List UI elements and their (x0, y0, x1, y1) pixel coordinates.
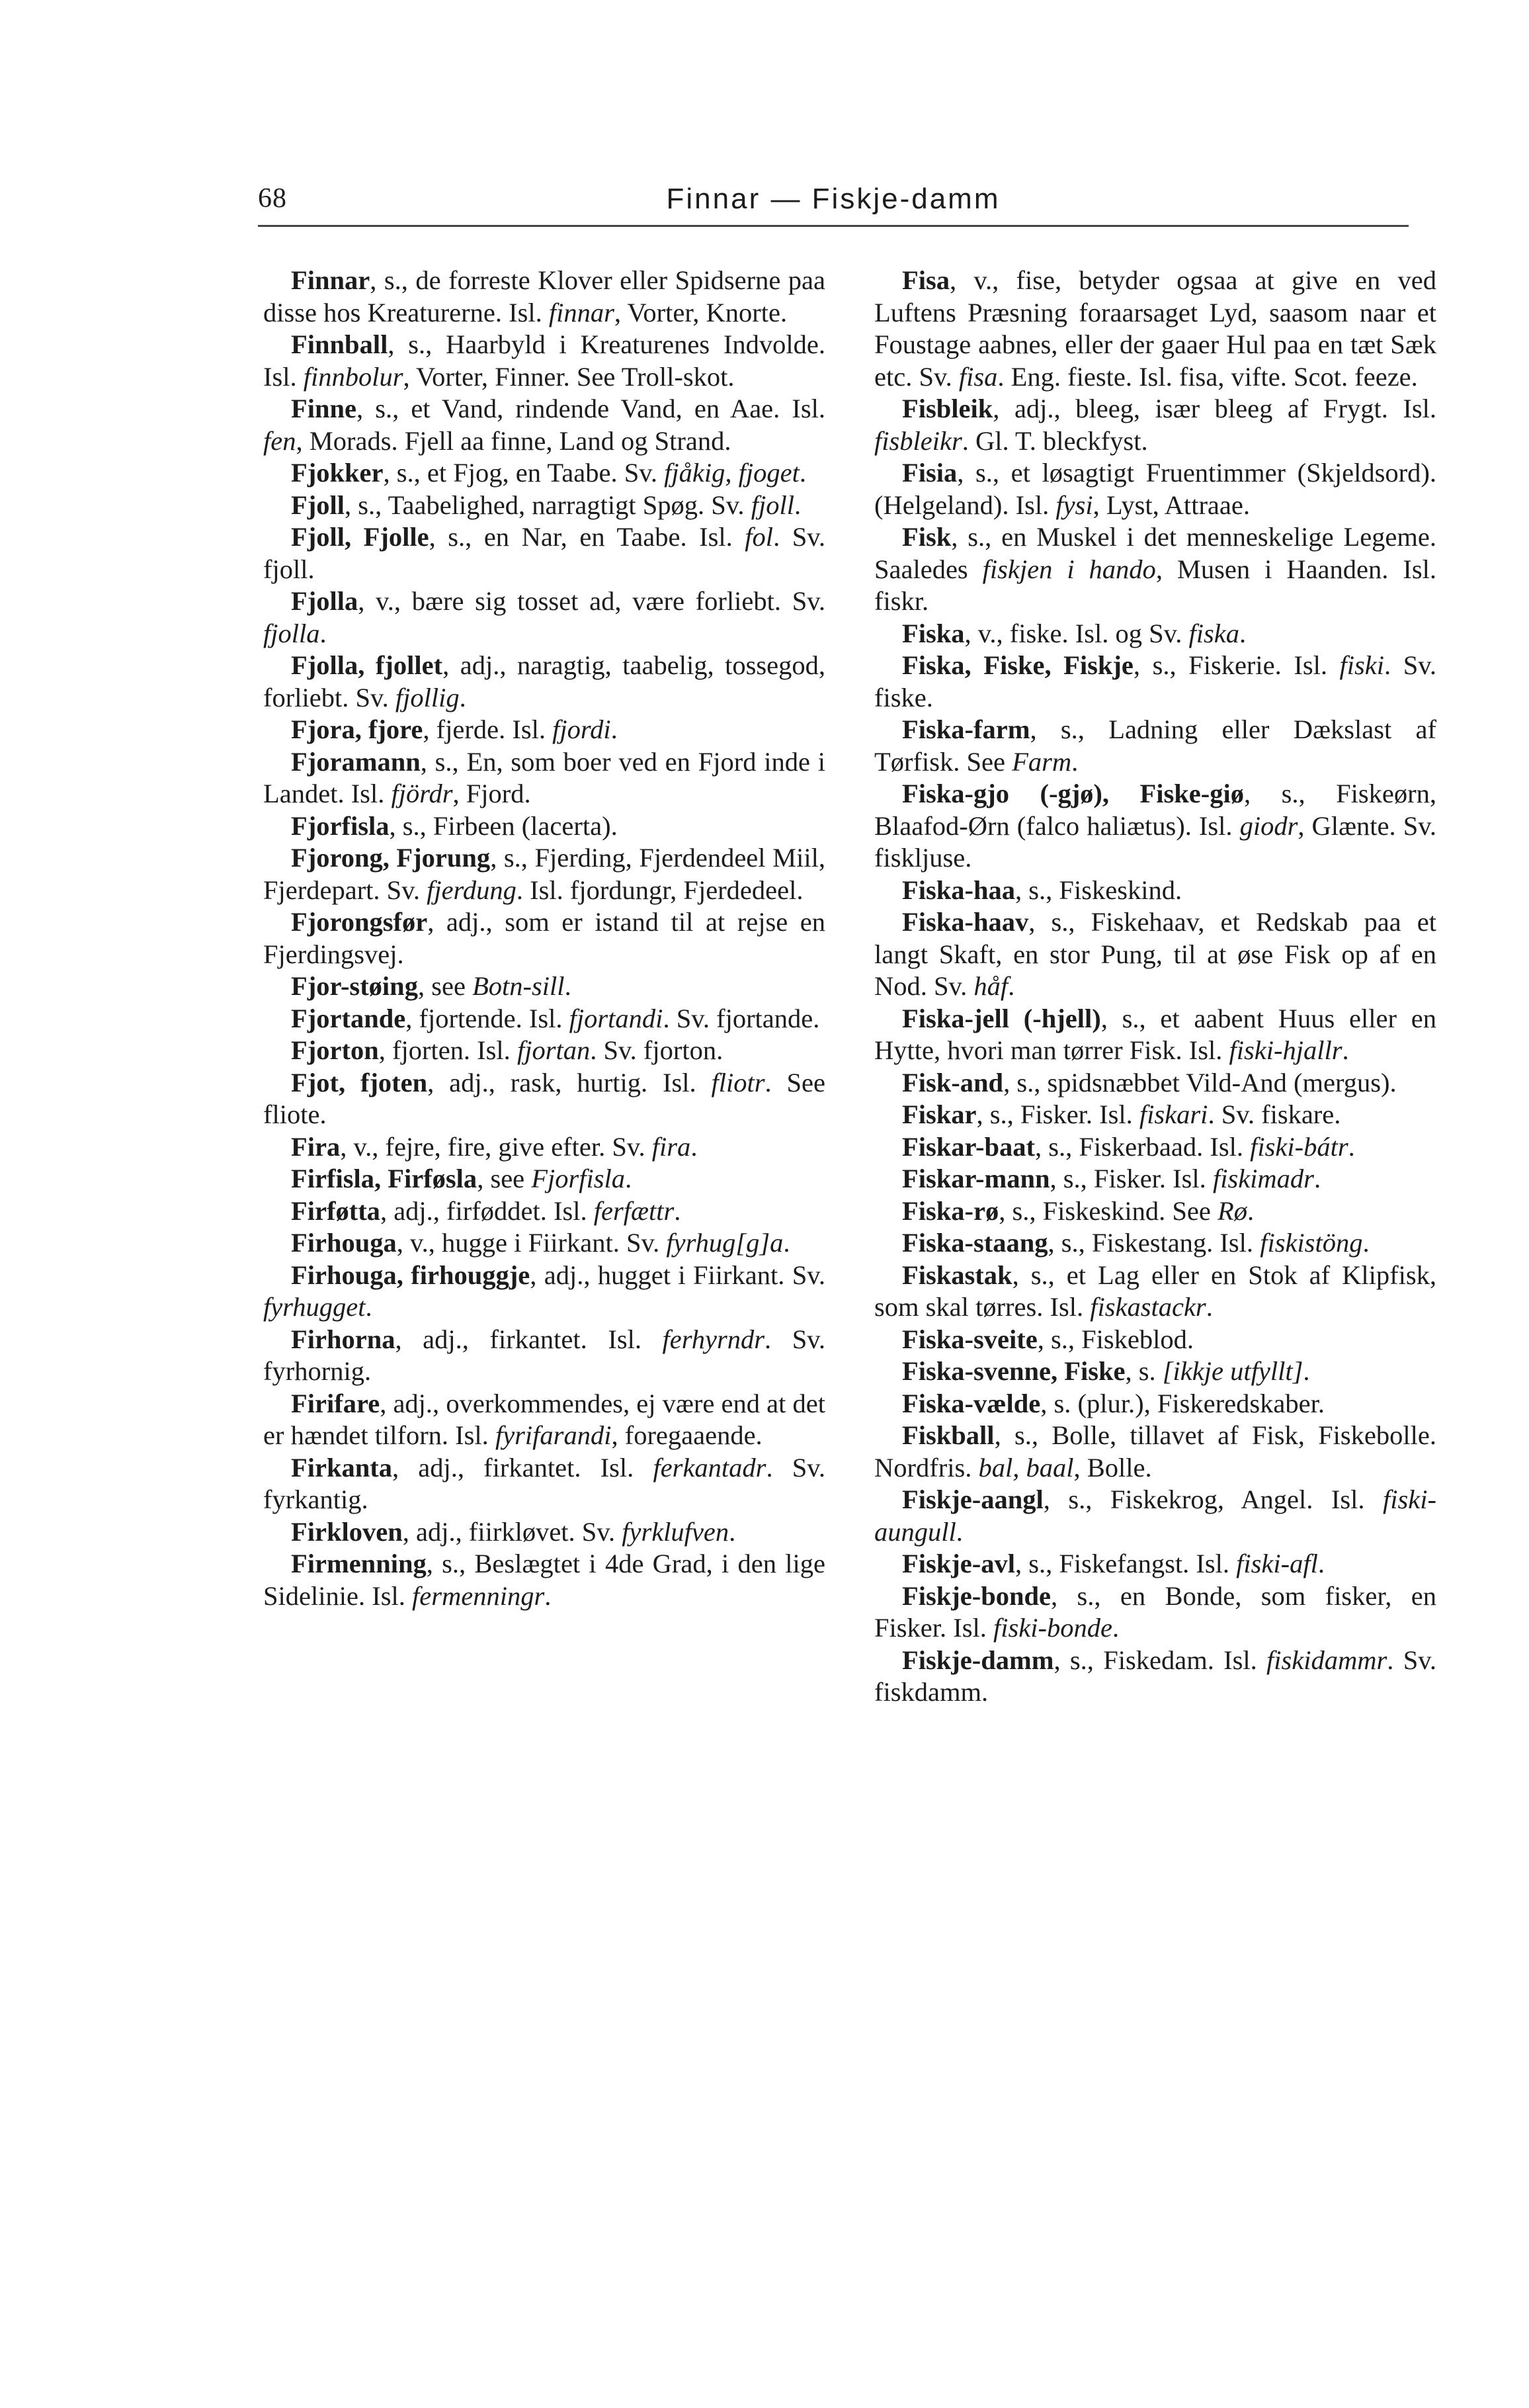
definition-tail: . Sv. fiskdamm. (874, 1645, 1436, 1707)
headword: Fira (291, 1131, 341, 1162)
headword: Firmenning (291, 1549, 427, 1578)
etymology-italic: fiskari (1139, 1099, 1208, 1129)
definition-text: , s., et løsagtigt Fruentimmer (Skjeldsord). (Helgeland). Isl. (874, 458, 1436, 520)
etymology-italic: fjolla (263, 618, 320, 648)
dictionary-entry (874, 521, 1436, 618)
headword: Fiska-svenne, Fiske (902, 1356, 1126, 1386)
definition-tail: , Morads. Fjell aa finne, Land og Strand. (296, 425, 731, 456)
definition-text: , s. (plur.), Fiskeredskaber. (1040, 1388, 1325, 1418)
dictionary-entry (263, 1452, 825, 1516)
headword: Fjorongsfør (291, 907, 428, 937)
dictionary-entry (874, 1195, 1436, 1228)
etymology-italic: Farm (1012, 746, 1072, 777)
etymology-italic: fiskjen i hando (982, 554, 1156, 584)
headword: Fjorong, Fjorung (291, 843, 491, 873)
dictionary-entry (874, 1003, 1436, 1067)
etymology-italic: fiski-bátr (1250, 1131, 1348, 1162)
dictionary-entry (263, 1131, 825, 1164)
dictionary-entry (874, 393, 1436, 457)
etymology-italic: fisa (958, 361, 998, 392)
headword: Fisia (902, 458, 958, 488)
definition-tail: . (564, 971, 571, 1001)
definition-tail: . Sv. fiskare. (1208, 1099, 1341, 1129)
definition-tail: . (1348, 1131, 1355, 1162)
dictionary-entry (263, 714, 825, 746)
dictionary-entry (874, 714, 1436, 778)
right-column (874, 265, 1436, 1709)
dictionary-entry (874, 1227, 1436, 1260)
definition-tail: . Sv. fjortande. (663, 1003, 820, 1033)
etymology-italic: giodr (1239, 810, 1298, 841)
dictionary-entry (874, 1099, 1436, 1131)
etymology-italic: finnar (548, 297, 614, 327)
definition-tail: . (610, 714, 618, 744)
etymology-italic: fiski-bonde (993, 1613, 1112, 1643)
etymology-italic: fiskimadr (1212, 1164, 1314, 1193)
definition-text: , adj., hugget i Fiirkant. Sv. (530, 1260, 825, 1290)
definition-text: , adj., som er istand til at rejse en Fjerdingsvej. (263, 907, 825, 969)
headword: Fjortande (291, 1003, 406, 1033)
definition-text: , s., Firbeen (lacerta). (389, 810, 618, 841)
etymology-italic: fiskistöng (1260, 1228, 1363, 1258)
headword: Fjorton (291, 1035, 379, 1065)
etymology-italic: fysi (1055, 490, 1093, 520)
definition-text: , s., Fiskerbaad. Isl. (1035, 1131, 1251, 1162)
definition-tail: . (1247, 1195, 1255, 1226)
definition-tail: . Sv. fyrhornig. (263, 1324, 825, 1386)
etymology-italic: fyrifarandi (495, 1420, 612, 1450)
dictionary-entry (263, 1163, 825, 1195)
etymology-italic: finnbolur (303, 361, 403, 392)
dictionary-entry (263, 1324, 825, 1388)
dictionary-entry (874, 1355, 1436, 1388)
headword: Fiska, Fiske, Fiskje (902, 650, 1134, 680)
definition-text: , s., Bolle, tillavet af Fisk, Fiskebolle. Nordfris. (874, 1420, 1436, 1483)
headword: Fiskar-baat (902, 1131, 1035, 1162)
headword: Fiskastak (902, 1260, 1012, 1290)
headword: Fiska-farm (902, 714, 1030, 744)
definition-text: , s., spidsnæbbet Vild-And (mergus). (1003, 1067, 1397, 1097)
definition-text: , s., en Nar, en Taabe. Isl. (429, 522, 745, 552)
header-rule (258, 225, 1409, 227)
definition-text: , s., et Fjog, en Taabe. Sv. (383, 458, 665, 488)
definition-tail: . (794, 490, 802, 520)
definition-text: , s., en Muskel i det menneskelige Legeme. Saaledes (874, 522, 1436, 584)
headword: Firkanta (291, 1452, 393, 1483)
definition-tail: , Fjord. (452, 779, 531, 808)
headword: Fjoll, Fjolle (291, 522, 429, 552)
etymology-italic: fiskastackr (1090, 1292, 1206, 1322)
definition-text: , adj., fiirkløvet. Sv. (402, 1516, 622, 1547)
headword: Fjot, fjoten (291, 1067, 428, 1097)
definition-tail: , Vorter, Finner. See Troll-skot. (403, 361, 735, 392)
definition-text: , s. (1125, 1356, 1163, 1386)
headword: Fiskar-mann (902, 1164, 1050, 1193)
definition-tail: . (459, 682, 466, 712)
definition-text: , s., Fiskeskind. See (999, 1195, 1218, 1226)
dictionary-entry (263, 265, 825, 329)
definition-tail: . (1342, 1035, 1349, 1065)
definition-text: , v., bære sig tosset ad, være forliebt. Sv. (358, 586, 825, 616)
etymology-italic: bal, baal (978, 1452, 1074, 1483)
definition-text: , fjorten. Isl. (378, 1035, 517, 1065)
definition-tail: . Isl. fjordungr, Fjerdedeel. (516, 875, 804, 905)
definition-text: , s., Fiskedam. Isl. (1054, 1645, 1267, 1675)
headword: Fiskje-avl (902, 1549, 1015, 1578)
etymology-italic: fjortandi (569, 1003, 663, 1033)
left-column (263, 265, 825, 1612)
dictionary-entry (874, 1131, 1436, 1164)
headword: Fjoll (291, 490, 345, 520)
dictionary-entry (874, 650, 1436, 714)
definition-tail: . Sv. fjorton. (590, 1035, 723, 1065)
definition-text: , s., Fiskefangst. Isl. (1014, 1549, 1237, 1578)
etymology-italic: fjåkig, fjoget (664, 458, 800, 488)
headword: Firhouga (291, 1228, 397, 1258)
definition-text: , v., fise, betyder ogsaa at give en ved Luftens Præsning foraarsaget Lyd, saasom naar et Foustage aabnes, eller der gaaer Hul paa en tæt Sæk etc. Sv. (874, 265, 1436, 392)
definition-tail: . See fliote. (263, 1067, 825, 1129)
dictionary-entry (263, 810, 825, 843)
dictionary-entry (874, 457, 1436, 521)
definition-tail: , Vorter, Knorte. (614, 297, 788, 327)
dictionary-entry (874, 906, 1436, 1003)
definition-text: , s., Taabelighed, narragtigt Spøg. Sv. (344, 490, 751, 520)
dictionary-entry (263, 970, 825, 1003)
headword: Fiska-sveite (902, 1324, 1038, 1354)
dictionary-entry (263, 393, 825, 457)
etymology-italic: ferkantadr (653, 1452, 766, 1483)
dictionary-entry (874, 1548, 1436, 1580)
headword: Fiska-jell (-hjell) (902, 1003, 1101, 1033)
definition-text: , v., hugge i Fiirkant. Sv. (396, 1228, 667, 1258)
headword: Fiskball (902, 1420, 995, 1450)
definition-tail: . (674, 1195, 681, 1226)
running-title: Finnar — Fiskje-damm (666, 183, 1001, 215)
dictionary-entry (874, 1324, 1436, 1356)
definition-text: , s., Fiskehaav, et Redskab paa et langt Skaft, en stor Pung, til at øse Fisk op af en Nod. Sv. (874, 907, 1436, 1001)
definition-text: , s., En, som boer ved en Fjord inde i Landet. Isl. (263, 746, 825, 808)
headword: Fiskar (902, 1099, 977, 1129)
definition-tail: . (625, 1164, 632, 1193)
etymology-italic: fjördr (391, 779, 453, 808)
definition-tail: . (956, 1516, 963, 1547)
etymology-italic: fyrhug[g]a (666, 1228, 784, 1258)
etymology-italic: fjoll (751, 490, 794, 520)
dictionary-entry (874, 1067, 1436, 1099)
etymology-italic: fol (745, 522, 774, 552)
etymology-italic: Rø (1218, 1195, 1248, 1226)
definition-tail: . Sv. fjoll. (263, 522, 825, 584)
dictionary-entry (874, 1420, 1436, 1484)
definition-text: , s., Fiskeskind. (1015, 875, 1182, 905)
headword: Fjora, fjore (291, 714, 423, 744)
definition-tail: . (1362, 1228, 1370, 1258)
headword: Firhorna (291, 1324, 395, 1354)
etymology-italic: [ikkje utfyllt] (1162, 1356, 1303, 1386)
definition-tail: . Sv. fyrkantig. (263, 1452, 825, 1514)
definition-tail: . Gl. T. bleckfyst. (962, 425, 1148, 456)
definition-tail: . (1008, 971, 1015, 1001)
definition-tail: . (690, 1131, 698, 1162)
etymology-italic: ferfættr (593, 1195, 675, 1226)
headword: Fjolla (291, 586, 358, 616)
dictionary-entry (874, 875, 1436, 907)
headword: Firifare (291, 1388, 380, 1418)
etymology-italic: fjollig (395, 682, 460, 712)
definition-text: , fjerde. Isl. (423, 714, 553, 744)
definition-tail: . (1303, 1356, 1310, 1386)
definition-tail: . (319, 618, 327, 648)
headword: Fisk-and (902, 1067, 1004, 1097)
dictionary-entry (874, 1645, 1436, 1709)
headword: Fjokker (291, 458, 384, 488)
definition-tail: . (1239, 618, 1247, 648)
dictionary-entry (263, 1067, 825, 1131)
headword: Fiska (902, 618, 965, 648)
etymology-italic: fen (263, 425, 296, 456)
etymology-italic: fiska (1188, 618, 1240, 648)
definition-text: , s., et aabent Huus eller en Hytte, hvori man tørrer Fisk. Isl. (874, 1003, 1436, 1065)
headword: Fjor-støing (291, 971, 418, 1001)
definition-tail: . (544, 1580, 552, 1611)
definition-tail: . (1071, 746, 1079, 777)
dictionary-entry (263, 1003, 825, 1035)
etymology-italic: fiski (1339, 650, 1385, 680)
dictionary-entry (263, 490, 825, 522)
definition-text: , adj., firkantet. Isl. (392, 1452, 653, 1483)
etymology-italic: Botn-sill (472, 971, 565, 1001)
headword: Firføtta (291, 1195, 380, 1226)
etymology-italic: fiski-afl (1236, 1549, 1318, 1578)
etymology-italic: fyrklufven (622, 1516, 729, 1547)
headword: Fisbleik (902, 394, 993, 423)
dictionary-entry (263, 521, 825, 585)
dictionary-entry (263, 1516, 825, 1549)
definition-tail: , Musen i Haanden. Isl. fiskr. (874, 554, 1436, 616)
etymology-italic: ferhyrndr (662, 1324, 765, 1354)
definition-tail: , Bolle. (1073, 1452, 1152, 1483)
headword: Finnar (291, 265, 370, 295)
definition-text: , see (477, 1164, 532, 1193)
headword: Firfisla, Firføsla (291, 1164, 477, 1193)
dictionary-entry (263, 457, 825, 490)
definition-text: , s., Fiskekrog, Angel. Isl. (1043, 1484, 1384, 1514)
dictionary-entry (263, 1035, 825, 1067)
dictionary-entry (263, 650, 825, 714)
dictionary-entry (874, 1580, 1436, 1645)
headword: Finne (291, 394, 357, 423)
etymology-italic: fermenningr (412, 1580, 545, 1611)
page-number: 68 (258, 183, 287, 214)
dictionary-entry (874, 1388, 1436, 1420)
definition-text: , s., Fiskestang. Isl. (1048, 1228, 1260, 1258)
definition-text: , s., Fjerding, Fjerdendeel Miil, Fjerdepart. Sv. (263, 843, 825, 905)
etymology-italic: fiski-aungull (874, 1484, 1436, 1547)
definition-tail: . Sv. fiske. (874, 650, 1436, 712)
dictionary-entry (263, 746, 825, 810)
definition-text: , adj., bleeg, især bleeg af Frygt. Isl. (993, 394, 1436, 423)
definition-tail: . (1317, 1549, 1325, 1578)
definition-tail: , Glænte. Sv. fiskljuse. (874, 810, 1436, 873)
definition-tail: . (799, 458, 806, 488)
definition-tail: , foregaaende. (611, 1420, 763, 1450)
etymology-italic: fjerdung (427, 875, 517, 905)
dictionary-entry (874, 1260, 1436, 1324)
definition-text: , adj., naragtig, taabelig, tossegod, forliebt. Sv. (263, 650, 826, 712)
dictionary-entry (263, 1388, 825, 1452)
definition-text: , see (417, 971, 473, 1001)
etymology-italic: håf (973, 971, 1009, 1001)
definition-text: , s., et Vand, rindende Vand, en Aae. Isl. (356, 394, 825, 423)
dictionary-entry (874, 778, 1436, 875)
definition-text: , adj., firføddet. Isl. (380, 1195, 594, 1226)
definition-text: , fjortende. Isl. (405, 1003, 569, 1033)
dictionary-entry (263, 1548, 825, 1612)
definition-text: , s., Fiskeørn, Blaafod-Ørn (falco haliætus). Isl. (874, 779, 1436, 841)
headword: Firkloven (291, 1516, 403, 1547)
headword: Finnball (291, 329, 388, 359)
etymology-italic: fjortan (517, 1035, 591, 1065)
etymology-italic: fira (651, 1131, 691, 1162)
headword: Fiska-staang (902, 1228, 1048, 1258)
headword: Fjorfisla (291, 810, 390, 841)
definition-text: , adj., rask, hurtig. Isl. (427, 1067, 712, 1097)
etymology-italic: fliotr (711, 1067, 765, 1097)
etymology-italic: Fjorfisla (531, 1164, 626, 1193)
definition-tail: , Lyst, Attraae. (1093, 490, 1250, 520)
page-header (258, 177, 1409, 224)
dictionary-entry (263, 906, 825, 970)
headword: Fjoramann (291, 746, 421, 777)
definition-text: , s., Ladning eller Dækslast af Tørfisk. See (874, 714, 1436, 777)
dictionary-entry (263, 1227, 825, 1260)
headword: Fiskje-damm (902, 1645, 1054, 1675)
definition-tail: . (783, 1228, 790, 1258)
dictionary-entry (874, 1484, 1436, 1548)
definition-text: , s., et Lag eller en Stok af Klipfisk, som skal tørres. Isl. (874, 1260, 1436, 1322)
etymology-italic: fisbleikr (874, 425, 962, 456)
headword: Fisk (902, 522, 952, 552)
headword: Fiska-gjo (-gjø), Fiske-giø (902, 779, 1245, 808)
dictionary-entry (263, 329, 825, 393)
definition-tail: . Eng. fieste. Isl. fisa, vifte. Scot. feeze. (997, 361, 1418, 392)
definition-text: , adj., firkantet. Isl. (395, 1324, 663, 1354)
headword: Firhouga, firhouggje (291, 1260, 530, 1290)
etymology-italic: fiski-hjallr (1229, 1035, 1343, 1065)
headword: Fiska-haav (902, 907, 1029, 937)
dictionary-entry (263, 585, 825, 650)
definition-tail: . (1206, 1292, 1213, 1322)
headword: Fiskje-bonde (902, 1580, 1052, 1611)
definition-text: , s., Fisker. Isl. (1050, 1164, 1213, 1193)
definition-text: , s., Fisker. Isl. (976, 1099, 1139, 1129)
dictionary-entry (874, 1163, 1436, 1195)
definition-tail: . (365, 1292, 372, 1322)
headword: Fiska-haa (902, 875, 1016, 905)
headword: Fiska-vælde (902, 1388, 1041, 1418)
dictionary-entry (263, 1260, 825, 1324)
definition-tail: . (1112, 1613, 1120, 1643)
definition-tail: . (1313, 1164, 1321, 1193)
headword: Fiska-rø (902, 1195, 999, 1226)
definition-text: , s., de forreste Klover eller Spidserne paa disse hos Kreaturerne. Isl. (263, 265, 825, 327)
definition-text: , s., en Bonde, som fisker, en Fisker. Isl. (874, 1580, 1436, 1643)
etymology-italic: fyrhugget (263, 1292, 366, 1322)
definition-text: , s., Beslægtet i 4de Grad, i den lige Sidelinie. Isl. (263, 1549, 825, 1611)
dictionary-entry (874, 618, 1436, 650)
dictionary-entry (263, 842, 825, 906)
headword: Fisa (902, 265, 950, 295)
dictionary-entry (874, 265, 1436, 393)
definition-text: , s., Fiskerie. Isl. (1133, 650, 1340, 680)
definition-text: , s., Haarbyld i Kreaturenes Indvolde. Isl. (263, 329, 825, 392)
definition-text: , s., Fiskeblod. (1037, 1324, 1194, 1354)
definition-text: , adj., overkommendes, ej være end at det er hændet tilforn. Isl. (263, 1388, 825, 1450)
headword: Fjolla, fjollet (291, 650, 443, 680)
etymology-italic: fiskidammr (1266, 1645, 1387, 1675)
dictionary-entry (263, 1195, 825, 1228)
definition-text: , v., fiske. Isl. og Sv. (964, 618, 1189, 648)
etymology-italic: fjordi (552, 714, 611, 744)
definition-tail: . (729, 1516, 736, 1547)
definition-text: , v., fejre, fire, give efter. Sv. (340, 1131, 652, 1162)
headword: Fiskje-aangl (902, 1484, 1044, 1514)
